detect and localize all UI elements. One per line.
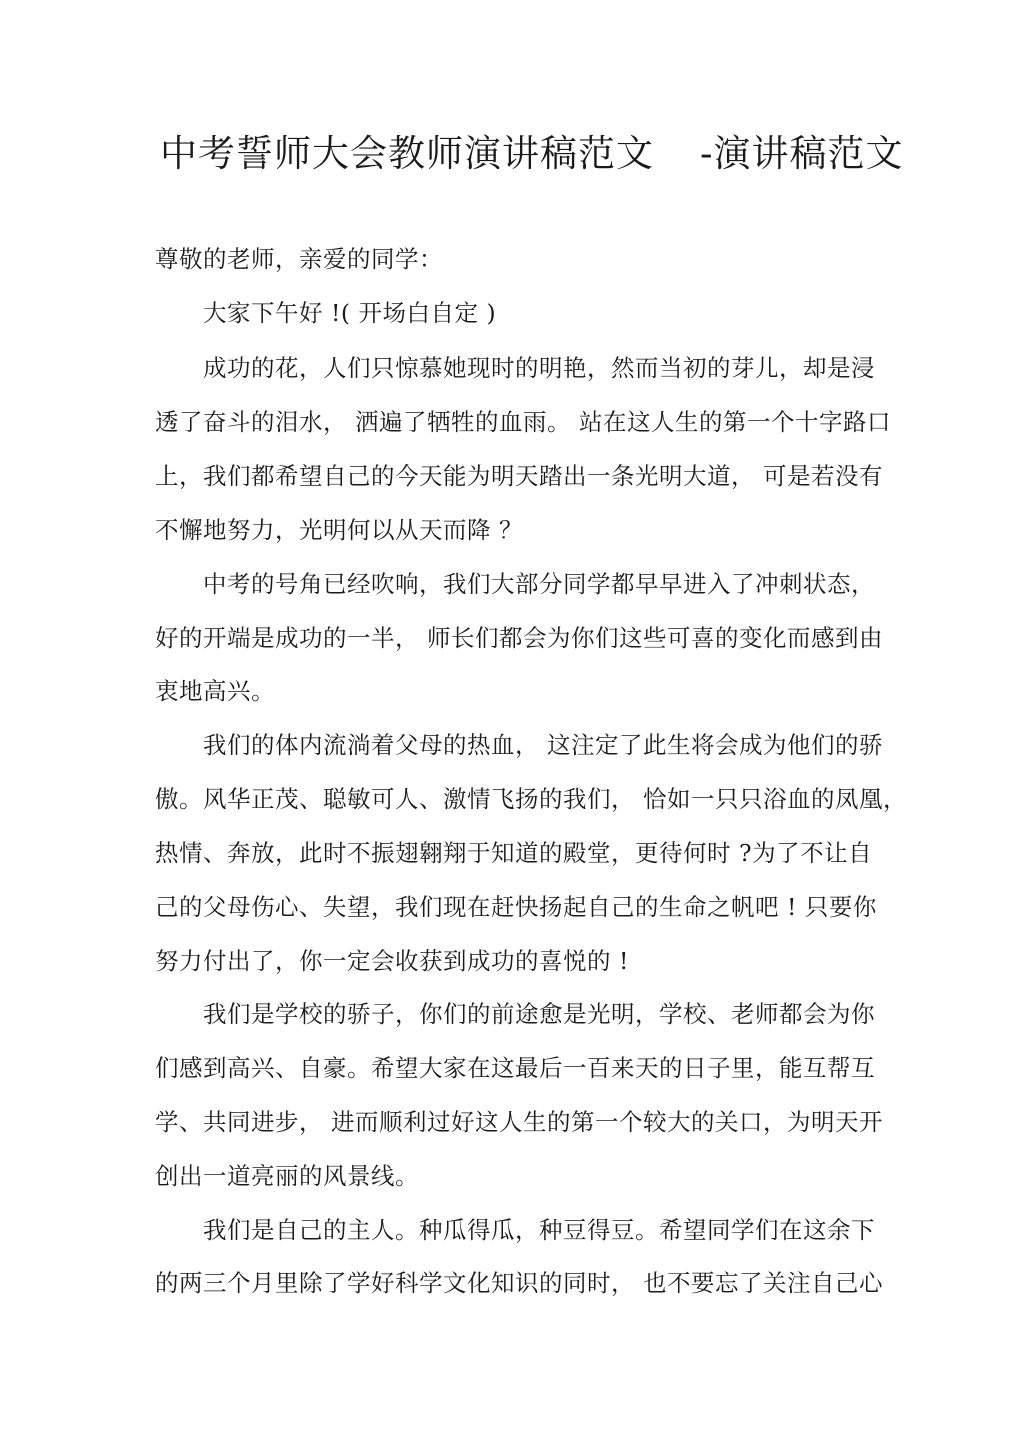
paragraph-3-line-3: 热情、奔放，此时不振翅翱翔于知道的殿堂，更待何时 ?为了不让自 [155, 839, 873, 867]
paragraph-2-line-3: 衷地高兴。 [155, 677, 275, 705]
paragraph-1-line-2: 透了奋斗的泪水， 洒遍了牺牲的血雨。 站在这人生的第一个十字路口 [155, 408, 891, 436]
title-suffix: -演讲稿范文 [700, 132, 904, 175]
greeting-line: 大家下午好 !( 开场白自定 ) [203, 299, 497, 327]
paragraph-4-line-3: 学、共同进步， 进而顺利过好这人生的第一个较大的关口，为明天开 [155, 1108, 883, 1136]
paragraph-5-line-2: 的两三个月里除了学好科学文化知识的同时， 也不要忘了关注自己心 [155, 1269, 883, 1297]
paragraph-1-line-4: 不懈地努力，光明何以从天而降 ？ [155, 516, 523, 544]
paragraph-3-line-1: 我们的体内流淌着父母的热血， 这注定了此生将会成为他们的骄 [203, 731, 883, 759]
paragraph-3-line-5: 努力付出了，你一定会收获到成功的喜悦的 ! [155, 947, 629, 975]
paragraph-4-line-4: 创出一道亮丽的风景线。 [155, 1162, 419, 1190]
paragraph-2-line-2: 好的开端是成功的一半， 师长们都会为你们这些可喜的变化而感到由 [155, 624, 883, 652]
salutation: 尊敬的老师，亲爱的同学： [155, 245, 443, 273]
title-main: 中考誓师大会教师演讲稿范文 [160, 132, 654, 175]
paragraph-3-line-4: 己的父母伤心、失望，我们现在赶快扬起自己的生命之帆吧 ! 只要你 [155, 893, 877, 921]
paragraph-1-line-3: 上，我们都希望自己的今天能为明天踏出一条光明大道， 可是若没有 [155, 462, 883, 490]
paragraph-4-line-2: 们感到高兴、自豪。希望大家在这最后一百来天的日子里，能互帮互 [155, 1054, 875, 1082]
document-title [160, 128, 904, 180]
paragraph-1-line-1: 成功的花，人们只惊慕她现时的明艳，然而当初的芽儿，却是浸 [203, 354, 875, 382]
paragraph-4-line-1: 我们是学校的骄子，你们的前途愈是光明，学校、老师都会为你 [203, 1000, 875, 1028]
paragraph-5-line-1: 我们是自己的主人。种瓜得瓜，种豆得豆。希望同学们在这余下 [203, 1216, 875, 1244]
paragraph-3-line-2: 傲。风华正茂、聪敏可人、激情飞扬的我们， 恰如一只只浴血的凤凰， [155, 785, 907, 813]
paragraph-2-line-1: 中考的号角已经吹响，我们大部分同学都早早进入了冲刺状态， [203, 570, 875, 598]
